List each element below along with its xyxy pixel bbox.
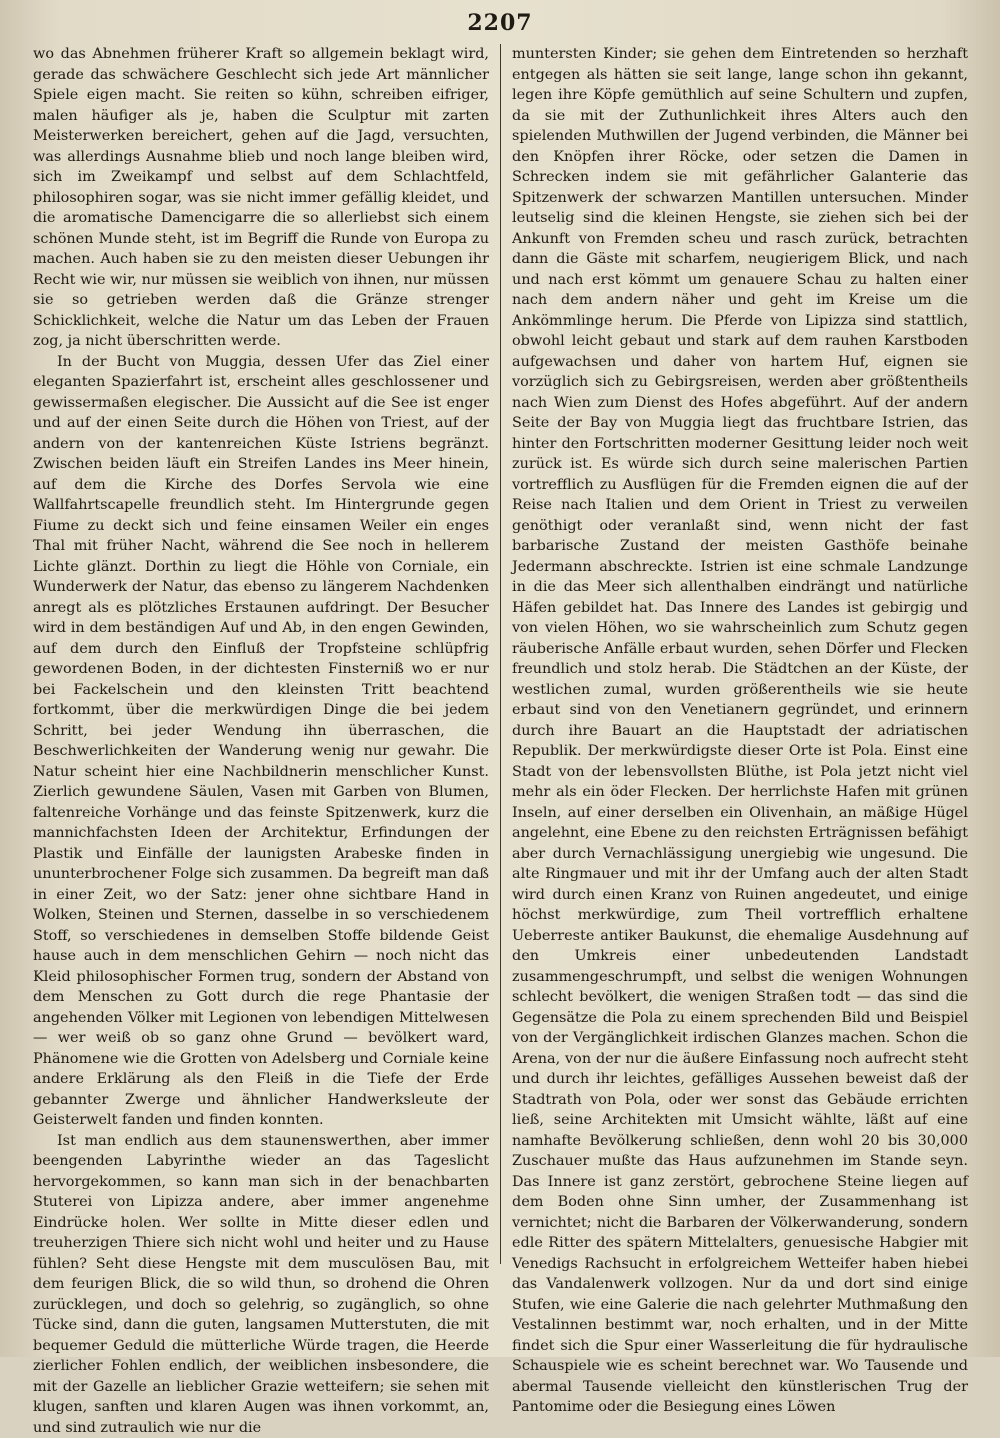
left-column xyxy=(33,44,489,1344)
left-paragraph-3: Ist man endlich aus dem staunenswerthen, aber immer beengenden Labyrinthe wieder an das Tageslicht hervorgekommen, so kann man sich in der benachbarten Stuterei von Lipizza andere, aber immer angenehme Eindrücke holen. Wer sollte in Mitte dieser edlen und treuherzigen Thiere sich nicht wohl und heiter und zu Hause fühlen? Seht diese Hengste mit dem musculösen Bau, mit dem feurigen Blick, die so wild thun, so drohend die Ohren zurücklegen, und doch so gelehrig, so zugänglich, so ohne Tücke sind, dann die guten, langsamen Mutterstuten, die mit bequemer Geduld die mütterliche Würde tragen, die Heerde zierlicher Fohlen endlich, der weiblichen insbesondere, die mit der Gazelle an lieblicher Grazie wetteifern; sie sehen mit klugen, sanften und klaren Augen was ihnen vorkommt, an, und sind zutraulich wie nur die xyxy=(33,1131,489,1438)
left-paragraph-2: In der Bucht von Muggia, dessen Ufer das Ziel einer eleganten Spazierfahrt ist, erscheint alles geschlossener und gewissermaßen elegischer. Die Aussicht auf die See ist enger und auf der einen Seite durch die Höhen von Triest, auf der andern von der kantenreichen Küste Istriens begränzt. Zwischen beiden läuft ein Streifen Landes ins Meer hinein, auf dem die Kirche des Dorfes Servola wie eine Wallfahrtscapelle freundlich steht. Im Hintergrunde gegen Fiume zu deckt sich und feine einsamen Weiler ein enges Thal mit früher Nacht, während die See noch in hellerem Lichte glänzt. Dorthin zu liegt die Höhle von Corniale, ein Wunderwerk der Natur, das ebenso zu längerem Nachdenken anregt als es plötzliches Erstaunen aufdringt. Der Besucher wird in dem beständigen Auf und Ab, in den engen Gewinden, auf dem durch den Einfluß der Tropfsteine schlüpfrig gewordenen Boden, in der dichtesten Finsterniß wo er nur bei Fackelschein und den kleinsten Tritt beachtend fortkommt, über die merkwürdigen Dinge die bei jedem Schritt, bei jeder Wendung ihn überraschen, die Beschwerlichkeiten der Wanderung wenig nur gewahr. Die Natur scheint hier eine Nachbildnerin menschlicher Kunst. Zierlich gewundene Säulen, Vasen mit Garben von Blumen, faltenreiche Vorhänge und das feinste Spitzenwerk, kurz die mannichfachsten Ideen der Architektur, Erfindungen der Plastik und Einfälle der launigsten Arabeske finden in ununterbrochener Folge sich zusammen. Da begreift man daß in einer Zeit, wo der Satz: jener ohne sichtbare Hand in Wolken, Steinen und Sternen, dasselbe in so verschiedenem Stoff, so verschiedenes in demselben Stoffe bildende Geist hause auch in dem menschlichen Gehirn — noch nicht das Kleid philosophischer Formen trug, sondern der Abstand von dem Menschen zu Gott durch die rege Phantasie der angehenden Völker mit Legionen von lebendigen Mittelwesen — wer weiß ob so ganz ohne Grund — bevölkert ward, Phänomene wie die Grotten von Adelsberg und Corniale keine andere Erklärung als den Fleiß in die Tiefe der Erde gebannter Zwerge und ähnlicher Handwerksleute der Geisterwelt fanden und finden konnten. xyxy=(33,352,489,1131)
column-divider xyxy=(500,44,501,1264)
right-column xyxy=(512,44,968,1344)
right-paragraph-1: muntersten Kinder; sie gehen dem Eintretenden so herzhaft entgegen als hätten sie seit lange, lange schon ihn gekannt, legen ihre Köpfe gemüthlich auf seine Schultern und zupfen, da sie mit der Zuthunlichkeit ihres Alters auch den spielenden Muthwillen der Jugend verbinden, die Männer bei den Knöpfen ihrer Röcke, oder setzen die Damen in Schrecken indem sie mit gefährlicher Galanterie das Spitzenwerk der schwarzen Mantillen untersuchen. Minder leutselig sind die kleinen Hengste, sie ziehen sich bei der Ankunft von Fremden scheu und rasch zurück, betrachten dann die Gäste mit scharfem, neugierigem Blick, und nach und nach erst kömmt um genauere Schau zu halten einer nach dem andern näher und geht im Kreise um die Ankömmlinge herum. Die Pferde von Lipizza sind stattlich, obwohl leicht gebaut und stark auf dem rauhen Karstboden aufgewachsen und daher von hartem Huf, eignen sie vorzüglich sich zu Gebirgsreisen, werden aber größtentheils nach Wien zum Dienst des Hofes abgeführt. Auf der andern Seite der Bay von Muggia liegt das fruchtbare Istrien, das hinter den Fortschritten moderner Gesittung leider noch weit zurück ist. Es würde sich durch seine malerischen Partien vortrefflich zu Ausflügen für die Fremden eignen die auf der Reise nach Italien und dem Orient in Triest zu verweilen genöthigt oder veranlaßt sind, wenn nicht der fast barbarische Zustand der meisten Gasthöfe beinahe Jedermann abschreckte. Istrien ist eine schmale Landzunge in die das Meer sich allenthalben eindrängt und natürliche Häfen gebildet hat. Das Innere des Landes ist gebirgig und von vielen Höhen, wo sie wahrscheinlich zum Schutz gegen räuberische Anfälle erbaut wurden, sehen Dörfer und Flecken freundlich und stolz herab. Die Städtchen an der Küste, der westlichen zumal, wurden größerentheils wie sie heute erbaut sind von den Venetianern gegründet, und erinnern durch ihre Bauart an die Hauptstadt der adriatischen Republik. Der merkwürdigste dieser Orte ist Pola. Einst eine Stadt von der lebensvollsten Blüthe, ist Pola jetzt nicht viel mehr als ein öder Flecken. Der herrlichste Hafen mit grünen Inseln, auf einer derselben ein Olivenhain, an mäßige Hügel angelehnt, eine Ebene zu den reichsten Erträgnissen befähigt aber durch Vernachlässigung unergiebig wie ungesund. Die alte Ringmauer und mit ihr der Umfang auch der alten Stadt wird durch einen Kranz von Ruinen angedeutet, und einige höchst merkwürdige, zum Theil vortrefflich erhaltene Ueberreste antiker Baukunst, die ehemalige Ausdehnung auf den Umkreis einer unbedeutenden Landstadt zusammengeschrumpft, und selbst die wenigen Wohnungen schlecht bevölkert, die wenigen Straßen todt — das sind die Gegensätze die Pola zu einem sprechenden Bild und Beispiel von der Vergänglichkeit irdischen Glanzes machen. Schon die Arena, von der nur die äußere Einfassung noch aufrecht steht und durch ihr leichtes, gefälliges Aussehen beweist daß der Stadtrath von Pola, oder wer sonst das Gebäude errichten ließ, seine Architekten mit Umsicht wählte, läßt auf eine namhafte Bevölkerung schließen, denn wohl 20 bis 30,000 Zuschauer mußte das Haus aufzunehmen im Stande seyn. Das Innere ist ganz zerstört, gebrochene Steine liegen auf dem Boden ohne Sinn umher, der Zusammenhang ist vernichtet; nicht die Barbaren der Völkerwanderung, sondern edle Ritter des spätern Mittelalters, genuesische Habgier mit Venedigs Rachsucht in erfolgreichem Wetteifer haben hiebei das Vandalenwerk vollzogen. Nur da und dort sind einige Stufen, wie eine Galerie die nach gelehrter Muthmaßung den Vestalinnen bestimmt war, noch erhalten, und in der Mitte findet sich die Spur einer Wasserleitung die für hydraulische Schauspiele wie es scheint berechnet war. Wo Tausende und abermal Tausende vielleicht den künstlerischen Trug der Pantomime oder die Besiegung eines Löwen xyxy=(512,44,968,1418)
left-paragraph-1: wo das Abnehmen früherer Kraft so allgemein beklagt wird, gerade das schwächere Geschlecht sich jede Art männlicher Spiele eigen macht. Sie reiten so kühn, schreiben eifriger, malen häufiger als je, haben die Sculptur mit zarten Meisterwerken bereichert, gehen auf die Jagd, versuchten, was allerdings Ausnahme blieb und noch lange bleiben wird, sich im Zweikampf und selbst auf dem Schlachtfeld, philosophiren sogar, was sie nicht immer gefällig kleidet, und die aromatische Damencigarre die so allerliebst sich einem schönen Munde steht, ist im Begriff die Runde von Europa zu machen. Auch haben sie zu den meisten dieser Uebungen ihr Recht wie wir, nur müssen sie weiblich von ihnen, nur müssen sie so getrieben werden daß die Gränze strenger Schicklichkeit, welche die Natur um das Leben der Frauen zog, ja nicht überschritten werde. xyxy=(33,44,489,352)
page-number: 2207 xyxy=(0,10,1000,36)
